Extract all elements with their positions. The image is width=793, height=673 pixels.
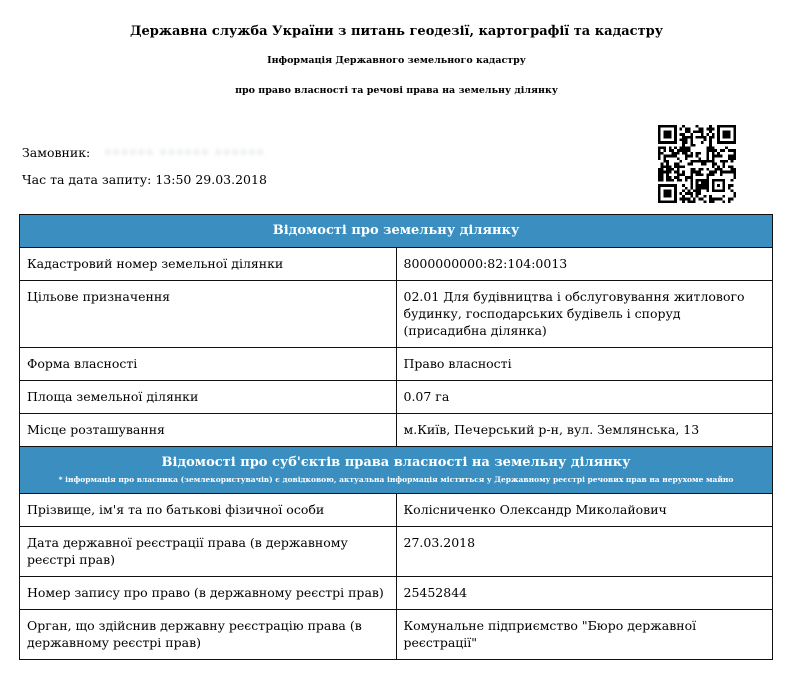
customer-label: Замовник: [22, 145, 91, 160]
organization-title: Державна служба України з питань геодезії, картографії та кадастру [129, 24, 664, 39]
table-row [20, 577, 773, 610]
document-subtitle: про право власності та речові права на земельну ділянку [235, 85, 558, 96]
area-value: 0.07 га [396, 381, 773, 414]
cadastre-table [19, 214, 773, 660]
section-land-title: Відомості про земельну ділянку [20, 215, 773, 248]
area-label: Площа земельної ділянки [20, 381, 397, 414]
section-owners-header [20, 447, 773, 494]
table-row [20, 348, 773, 381]
request-time-value: 13:50 29.03.2018 [155, 172, 267, 187]
cadastral-number-label: Кадастровий номер земельної ділянки [20, 248, 397, 281]
ownership-form-value: Право власності [396, 348, 773, 381]
location-label: Місце розташування [20, 414, 397, 447]
section-land-header [20, 215, 773, 248]
registrar-value: Комунальне підприємство "Бюро державної реєстрації" [396, 610, 773, 660]
registrar-label: Орган, що здійснив державну реєстрацію права (в державному реєстрі прав) [20, 610, 397, 660]
section-owners-title: Відомості про суб'єктів права власності на земельну ділянку [161, 455, 631, 470]
table-row [20, 494, 773, 527]
table-row [20, 381, 773, 414]
qr-code-icon [658, 125, 736, 203]
table-row [20, 281, 773, 348]
table-row [20, 610, 773, 660]
purpose-label: Цільове призначення [20, 281, 397, 348]
location-value: м.Київ, Печерський р-н, вул. Землянська, 13 [396, 414, 773, 447]
section-owners-cell [20, 447, 773, 494]
table-row [20, 248, 773, 281]
table-row [20, 414, 773, 447]
request-time-label: Час та дата запиту: [22, 172, 152, 187]
record-number-label: Номер запису про право (в державному реєстрі прав) [20, 577, 397, 610]
owner-name-value: Колісниченко Олександр Миколайович [396, 494, 773, 527]
owner-name-label: Прізвище, ім'я та по батькові фізичної особи [20, 494, 397, 527]
purpose-value: 02.01 Для будівництва і обслуговування житлового будинку, господарських будівель і споруд (присадибна ділянка) [396, 281, 773, 348]
customer-value-redacted: •••••• •••••• •••••• [104, 145, 265, 160]
customer-line [22, 145, 265, 160]
request-time-line [22, 172, 267, 187]
cadastral-number-value: 8000000000:82:104:0013 [396, 248, 773, 281]
ownership-form-label: Форма власності [20, 348, 397, 381]
section-owners-note: * інформація про власника (землекористувачів) є довідковою, актуальна інформація міститься у Державному реєстрі речових прав на нерухоме майно [58, 475, 734, 484]
table-row [20, 527, 773, 577]
registration-date-label: Дата державної реєстрації права (в державному реєстрі прав) [20, 527, 397, 577]
registration-date-value: 27.03.2018 [396, 527, 773, 577]
document-title: Інформація Державного земельного кадастру [267, 55, 526, 66]
record-number-value: 25452844 [396, 577, 773, 610]
